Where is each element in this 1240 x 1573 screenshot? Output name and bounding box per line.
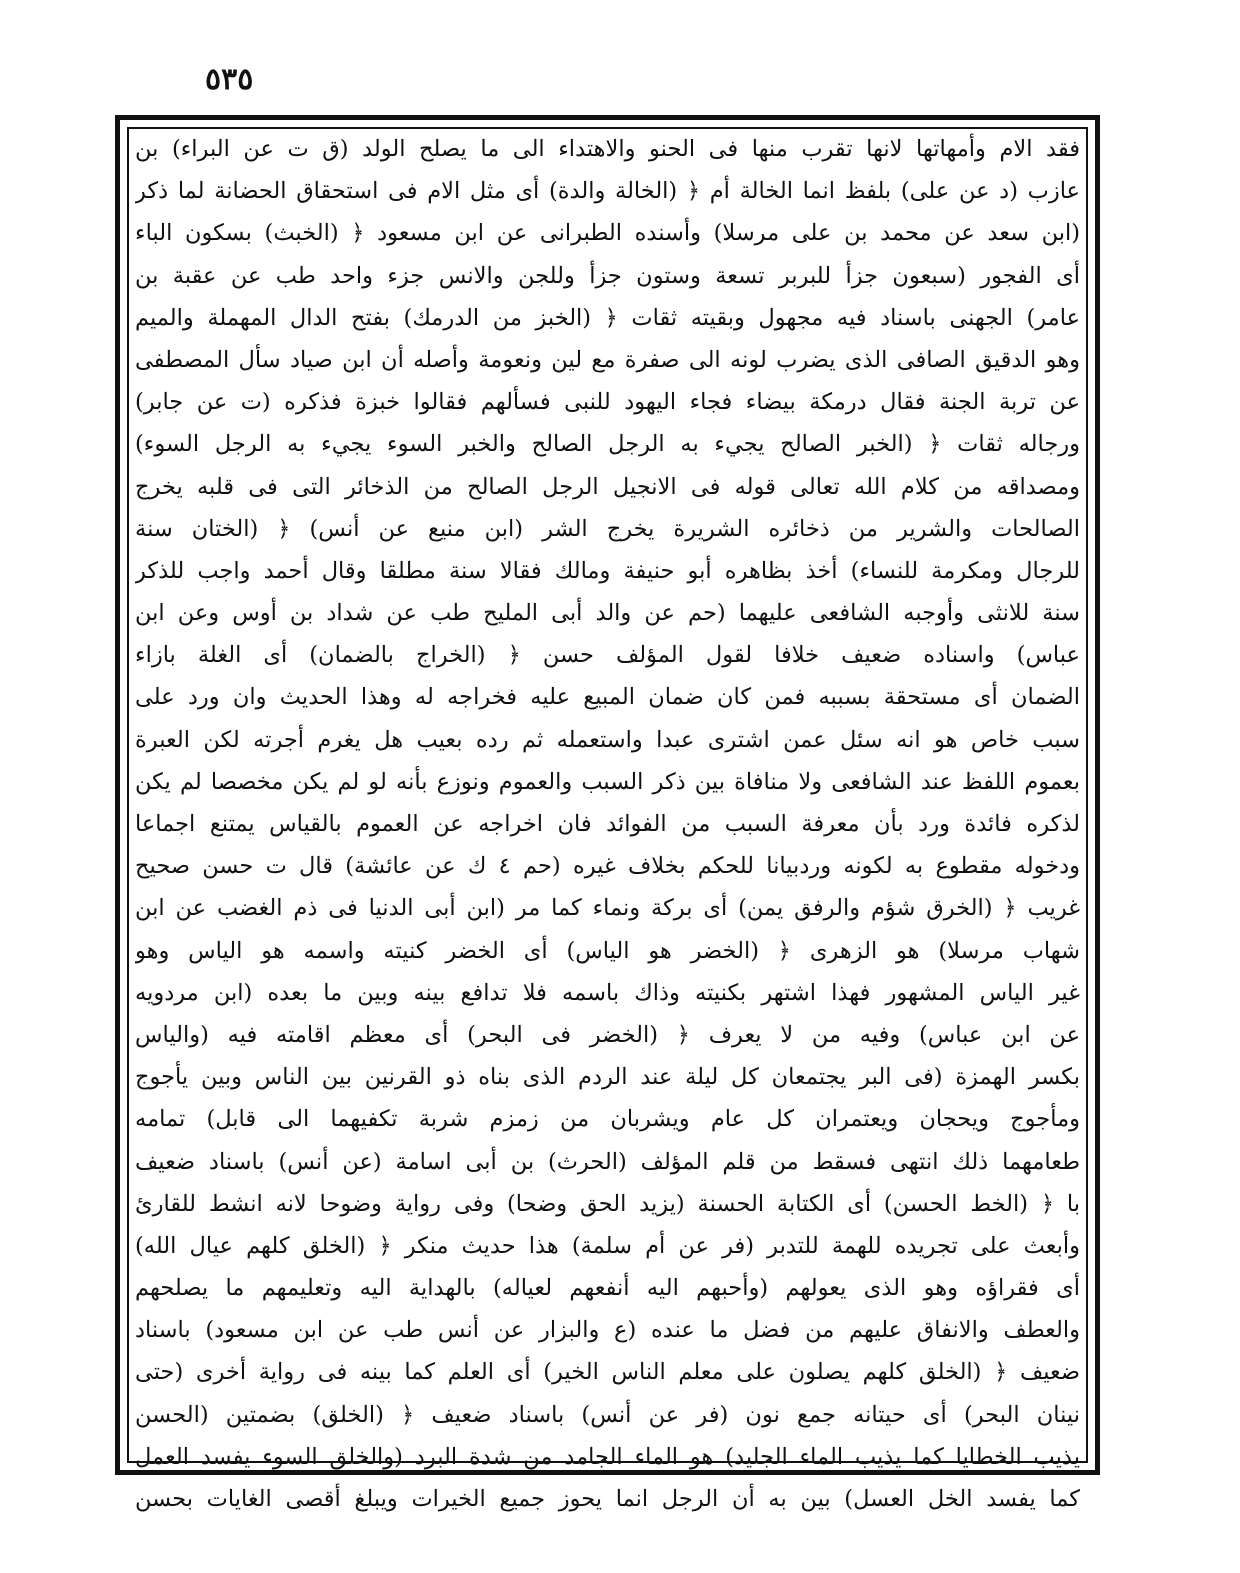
text-line: ورجاله ثقات ﴿ (الخبر الصالح يجيء به الرجل الصالح والخبر السوء يجيء به الرجل السوء) — [135, 431, 1080, 458]
text-line: أى فقراؤه وهو الذى يعولهم (وأحبهم اليه أنفعهم لعياله) بالهداية اليه وتعليمهم ما يصلحهم — [135, 1275, 1080, 1302]
text-line: الضمان أى مستحقة بسببه فمن كان ضمان المبيع عليه فخراجه له وهذا الحديث وان ورد على — [135, 684, 1080, 711]
text-line: عازب (د عن على) بلفظ انما الخالة أم ﴿ (الخالة والدة) أى مثل الام فى استحقاق الحضانة لما ذكر — [135, 178, 1080, 205]
text-line: با ﴿ (الخط الحسن) أى الكتابة الحسنة (يزيد الحق وضحا) وفى رواية وضوحا لانه انشط للقارئ — [135, 1190, 1080, 1217]
text-line: فقد الام وأمهاتها لانها تقرب منها فى الحنو والاهتداء الى ما يصلح الولد (ق ت عن البراء) بن — [135, 136, 1080, 162]
text-line: ضعيف ﴿ (الخلق كلهم يصلون على معلم الناس الخير) أى العلم كما بينه فى رواية أخرى (حتى — [135, 1359, 1080, 1386]
text-line: عامر) الجهنى باسناد فيه مجهول وبقيته ثقات ﴿ (الخبز من الدرمك) بفتح الدال المهملة والميم — [135, 304, 1080, 331]
text-line: عن تربة الجنة فقال درمكة بيضاء فجاء اليهود للنبى فسألهم فقالوا خبزة فذكره (ت عن جابر) — [135, 389, 1080, 416]
text-line: غريب ﴿ (الخرق شؤم والرفق يمن) أى بركة ونماء كما مر (ابن أبى الدنيا فى ذم الغضب عن ابن — [135, 895, 1080, 922]
text-line: عن ابن عباس) وفيه من لا يعرف ﴿ (الخضر فى البحر) أى معظم اقامته فيه (والياس — [135, 1021, 1080, 1048]
text-line: يذيب الخطايا كما يذيب الماء الجليد) هو الماء الجامد من شدة البرد (والخلق السوء يفسد العمل — [135, 1443, 1080, 1470]
text-line: (ابن سعد عن محمد بن على مرسلا) وأسنده الطبرانى عن ابن مسعود ﴿ (الخبث) بسكون الباء — [135, 220, 1080, 247]
text-line: الصالحات والشرير من ذخائره الشريرة يخرج الشر (ابن منيع عن أنس) ﴿ (الختان سنة — [135, 515, 1080, 542]
text-line: طعامهما ذلك انتهى فسقط من قلم المؤلف (الحرث) بن أبى اسامة (عن أنس) باسناد ضعيف — [135, 1148, 1080, 1175]
page-number: ٥٣٥ — [205, 62, 254, 97]
text-line: ومأجوج ويحجان ويعتمران كل عام ويشربان من زمزم شربة تكفيهما الى قابل) تمامه — [135, 1106, 1080, 1133]
text-line: غير الياس المشهور فهذا اشتهر بكنيته وذاك باسمه فلا تدافع بينه وبين ما بعده (ابن مردويه — [135, 979, 1080, 1006]
text-line: للرجال ومكرمة للنساء) أخذ بظاهره أبو حنيفة ومالك فقالا سنة مطلقا وقال أحمد واجب للذكر — [135, 557, 1080, 584]
text-line: لذكره فائدة ورد بأن معرفة السبب من الفوائد فان اخراجه عن العموم بالقياس يمتنع اجماعا — [135, 811, 1080, 837]
text-line: ومصداقه من كلام الله تعالى قوله فى الانجيل الرجل الصالح من الذخائر التى فى قلبه يخرج — [135, 473, 1080, 500]
text-line: وهو الدقيق الصافى الذى يضرب لونه الى صفرة مع لين ونعومة وأصله أن ابن صياد سأل المصطفى — [135, 346, 1080, 373]
text-line: بكسر الهمزة (فى البر يجتمعان كل ليلة عند الردم الذى بناه ذو القرنين بين الناس وبين يأجوج — [135, 1064, 1080, 1091]
text-line: ودخوله مقطوع به لكونه وردبيانا للحكم بخلاف غيره (حم ٤ ك عن عائشة) قال ت حسن صحيح — [135, 853, 1080, 880]
text-line: سنة للانثى وأوجبه الشافعى عليهما (حم عن والد أبى المليح طب عن شداد بن أوس وعن ابن — [135, 600, 1080, 627]
text-line: شهاب مرسلا) هو الزهرى ﴿ (الخضر هو الياس) أى الخضر كنيته واسمه هو الياس وهو — [135, 937, 1080, 964]
text-line: نينان البحر) أى حيتانه جمع نون (فر عن أنس) باسناد ضعيف ﴿ (الخلق) بضمتين (الحسن — [135, 1401, 1080, 1428]
text-line: سبب خاص هو انه سئل عمن اشترى عبدا واستعمله ثم رده بعيب هل يغرم أجرته لكن العبرة — [135, 726, 1080, 753]
text-line: عباس) واسناده ضعيف خلافا لقول المؤلف حسن ﴿ (الخراج بالضمان) أى الغلة بازاء — [135, 642, 1080, 669]
arabic-text-block — [135, 128, 1080, 1520]
text-line: والعطف والانفاق عليهم من فضل ما عنده (ع والبزار عن أنس طب عن ابن مسعود) باسناد — [135, 1317, 1080, 1344]
text-line: وأبعث على تجريده للهمة للتدبر (فر عن أم سلمة) هذا حديث منكر ﴿ (الخلق كلهم عيال الله) — [135, 1232, 1080, 1259]
text-line: أى الفجور (سبعون جزأ للبربر تسعة وستون جزأ وللجن والانس جزء واحد طب عن عقبة بن — [135, 262, 1080, 289]
text-line: كما يفسد الخل العسل) بين به أن الرجل انما يحوز جميع الخيرات ويبلغ أقصى الغايات بحسن — [135, 1486, 1080, 1512]
text-line: بعموم اللفظ عند الشافعى ولا منافاة بين ذكر السبب والعموم ونوزع بأنه لو لم يكن مخصصا لم يكن — [135, 768, 1080, 795]
